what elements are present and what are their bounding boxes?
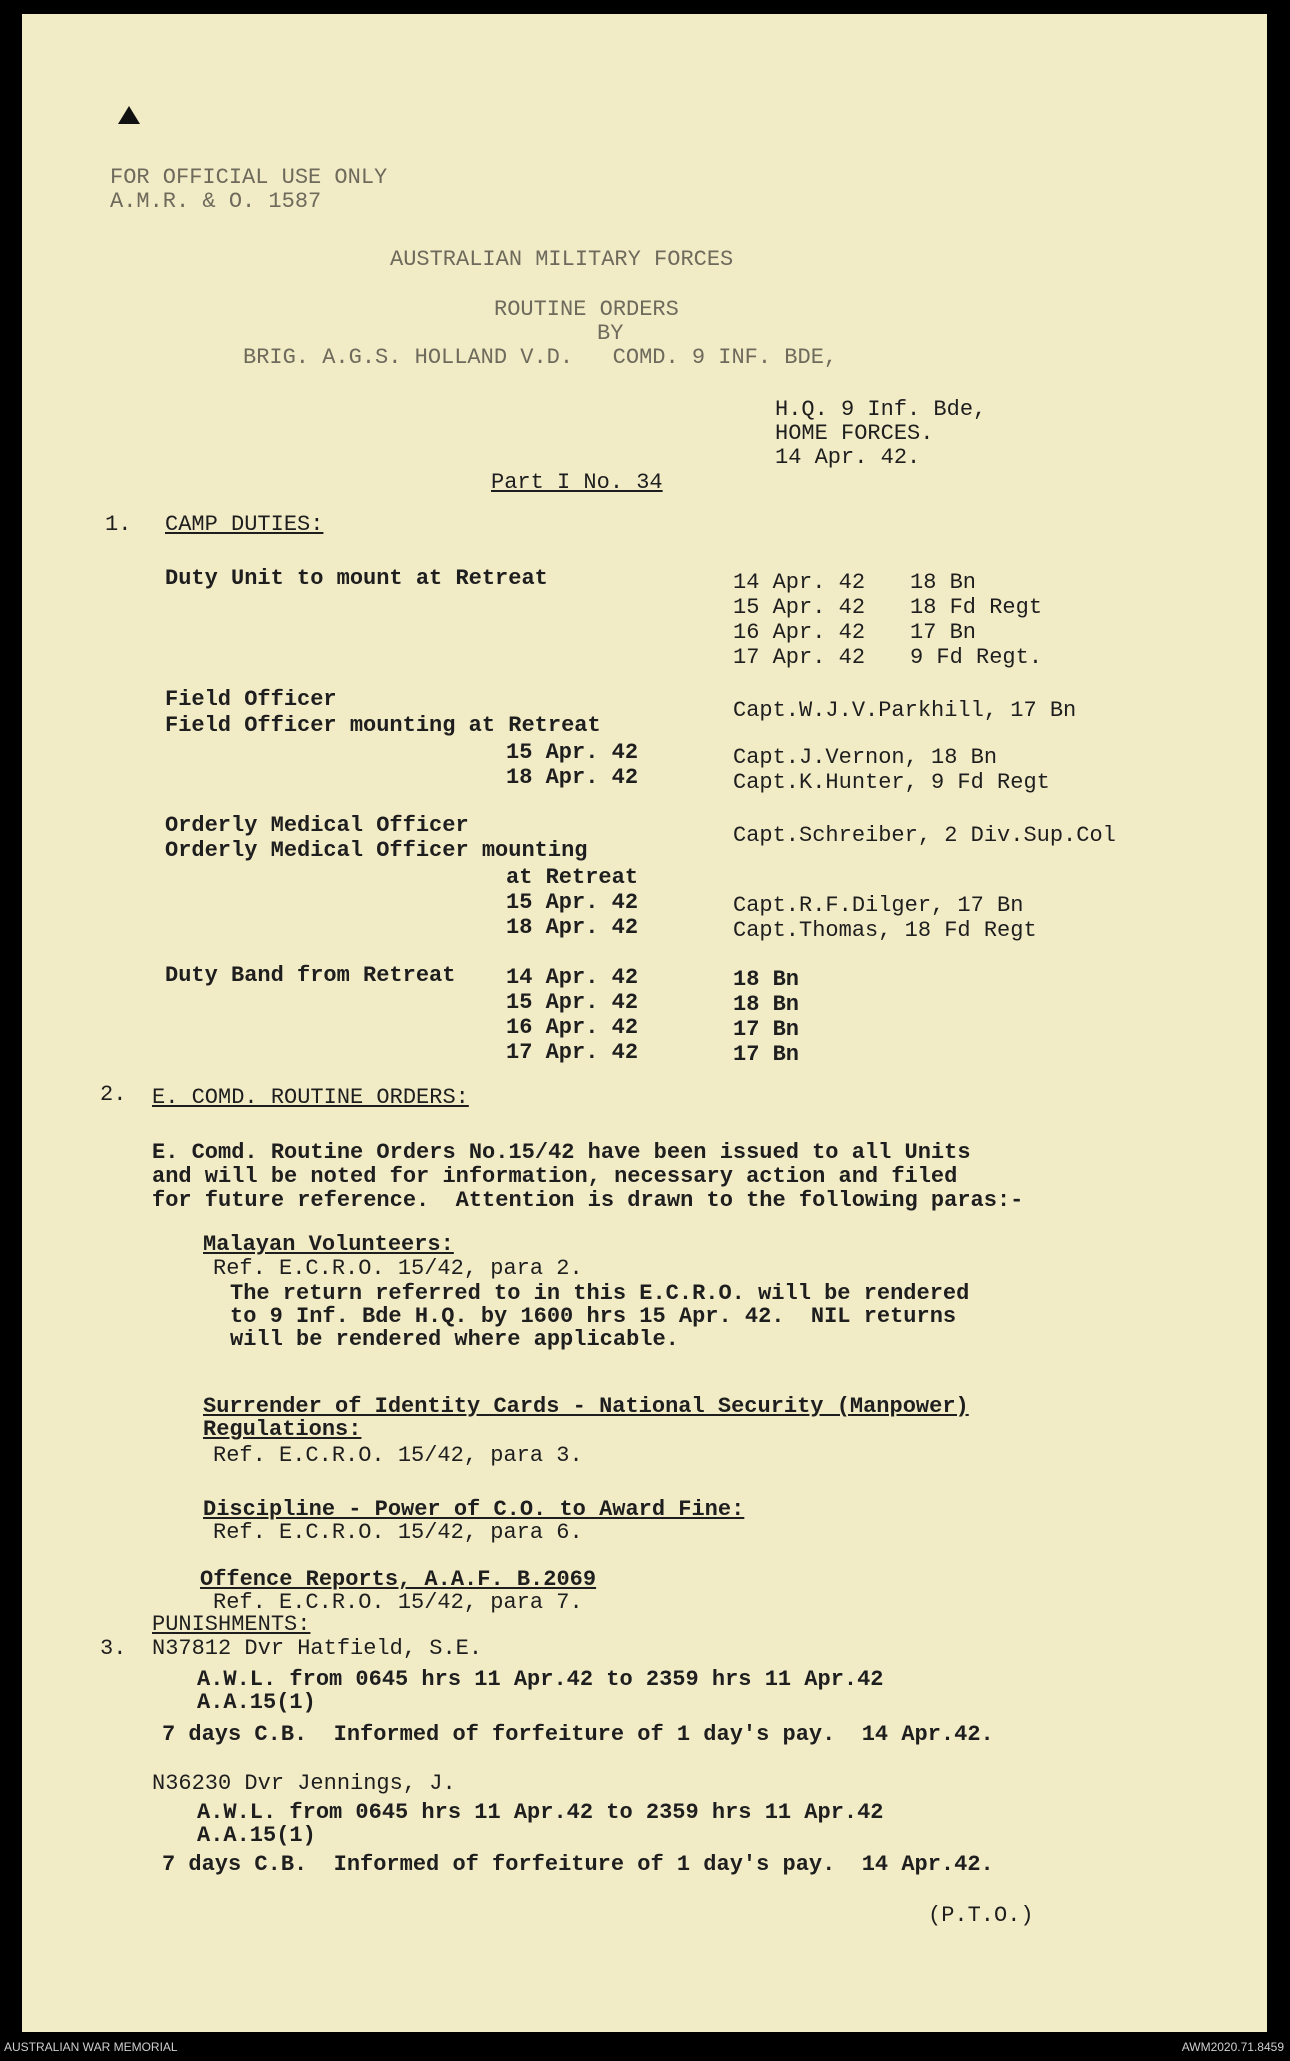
item-body: to 9 Inf. Bde H.Q. by 1600 hrs 15 Apr. 42. NIL returns bbox=[230, 1304, 957, 1329]
duty-date: 17 Apr. 42 bbox=[733, 645, 866, 670]
duty-unit-label: Duty Unit to mount at Retreat bbox=[165, 566, 548, 591]
omo-mounting-label: Orderly Medical Officer mounting bbox=[165, 838, 588, 863]
amr-reference: A.M.R. & O. 1587 bbox=[110, 189, 322, 214]
field-officer-mounting-label: Field Officer mounting at Retreat bbox=[165, 713, 601, 738]
section-title: E. COMD. ROUTINE ORDERS: bbox=[152, 1085, 469, 1110]
footer-accession-number: AWM2020.71.8459 bbox=[1181, 2040, 1284, 2054]
intro-line: E. Comd. Routine Orders No.15/42 have been issued to all Units bbox=[152, 1140, 971, 1165]
section-title: PUNISHMENTS: bbox=[152, 1612, 311, 1637]
fo-mounting-date: 15 Apr. 42 bbox=[506, 740, 639, 765]
intro-line: for future reference. Attention is drawn to the following paras:- bbox=[152, 1188, 1024, 1213]
punishment-offence: A.W.L. from 0645 hrs 11 Apr.42 to 2359 hrs 11 Apr.42 bbox=[197, 1667, 884, 1692]
section-number: 1. bbox=[105, 512, 132, 537]
omo-mounting-name: Capt.R.F.Dilger, 17 Bn bbox=[733, 893, 1024, 918]
by-line: BY bbox=[597, 321, 624, 346]
section-number: 3. bbox=[100, 1636, 127, 1661]
fo-mounting-name: Capt.J.Vernon, 18 Bn bbox=[733, 745, 998, 770]
punishment-award: 7 days C.B. Informed of forfeiture of 1 day's pay. 14 Apr.42. bbox=[162, 1852, 994, 1877]
item-body: The return referred to in this E.C.R.O. will be rendered bbox=[230, 1281, 970, 1306]
duty-band-label: Duty Band from Retreat bbox=[165, 963, 456, 988]
punishment-offence: A.W.L. from 0645 hrs 11 Apr.42 to 2359 hrs 11 Apr.42 bbox=[197, 1800, 884, 1825]
punishment-section: A.A.15(1) bbox=[197, 1690, 316, 1715]
duty-unit: 9 Fd Regt. bbox=[910, 645, 1043, 670]
address-line: 14 Apr. 42. bbox=[775, 445, 921, 470]
item-ref: Ref. E.C.R.O. 15/42, para 2. bbox=[213, 1256, 583, 1281]
punishment-soldier: N37812 Dvr Hatfield, S.E. bbox=[152, 1636, 483, 1661]
duty-unit: 18 Fd Regt bbox=[910, 595, 1043, 620]
classification: FOR OFFICIAL USE ONLY bbox=[110, 165, 388, 190]
item-title: Malayan Volunteers: bbox=[203, 1232, 454, 1257]
band-unit: 18 Bn bbox=[733, 967, 800, 992]
band-date: 15 Apr. 42 bbox=[506, 990, 639, 1015]
item-body: will be rendered where applicable. bbox=[230, 1327, 679, 1352]
punishment-award: 7 days C.B. Informed of forfeiture of 1 day's pay. 14 Apr.42. bbox=[162, 1722, 994, 1747]
section-number: 2. bbox=[100, 1082, 127, 1107]
omo-value: Capt.Schreiber, 2 Div.Sup.Col bbox=[733, 823, 1116, 848]
document-title: AUSTRALIAN MILITARY FORCES bbox=[390, 247, 734, 272]
issuer: BRIG. A.G.S. HOLLAND V.D. COMD. 9 INF. BDE, bbox=[243, 345, 838, 370]
duty-unit: 18 Bn bbox=[910, 570, 977, 595]
punch-hole-mark bbox=[118, 106, 140, 124]
item-ref: Ref. E.C.R.O. 15/42, para 7. bbox=[213, 1590, 583, 1615]
duty-date: 14 Apr. 42 bbox=[733, 570, 866, 595]
band-date: 14 Apr. 42 bbox=[506, 965, 639, 990]
item-title: Regulations: bbox=[203, 1417, 362, 1442]
field-officer-value: Capt.W.J.V.Parkhill, 17 Bn bbox=[733, 698, 1077, 723]
punishment-section: A.A.15(1) bbox=[197, 1823, 316, 1848]
section-title: CAMP DUTIES: bbox=[165, 512, 324, 537]
item-title: Surrender of Identity Cards - National Security (Manpower) bbox=[203, 1394, 969, 1419]
omo-label: Orderly Medical Officer bbox=[165, 813, 469, 838]
band-unit: 17 Bn bbox=[733, 1042, 800, 1067]
item-title: Discipline - Power of C.O. to Award Fine: bbox=[203, 1497, 745, 1522]
band-unit: 18 Bn bbox=[733, 992, 800, 1017]
part-number: Part I No. 34 bbox=[491, 470, 663, 495]
pto-note: (P.T.O.) bbox=[928, 1903, 1034, 1928]
intro-line: and will be noted for information, necessary action and filed bbox=[152, 1164, 958, 1189]
omo-mounting-name: Capt.Thomas, 18 Fd Regt bbox=[733, 918, 1037, 943]
item-title: Offence Reports, A.A.F. B.2069 bbox=[200, 1567, 597, 1592]
fo-mounting-date: 18 Apr. 42 bbox=[506, 765, 639, 790]
duty-date: 15 Apr. 42 bbox=[733, 595, 866, 620]
band-date: 17 Apr. 42 bbox=[506, 1040, 639, 1065]
omo-mounting-date: 18 Apr. 42 bbox=[506, 915, 639, 940]
item-ref: Ref. E.C.R.O. 15/42, para 6. bbox=[213, 1520, 583, 1545]
duty-date: 16 Apr. 42 bbox=[733, 620, 866, 645]
address-line: HOME FORCES. bbox=[775, 421, 934, 446]
omo-mounting-date: 15 Apr. 42 bbox=[506, 890, 639, 915]
footer-institution: AUSTRALIAN WAR MEMORIAL bbox=[4, 2040, 178, 2054]
field-officer-label: Field Officer bbox=[165, 687, 337, 712]
duty-unit: 17 Bn bbox=[910, 620, 977, 645]
fo-mounting-name: Capt.K.Hunter, 9 Fd Regt bbox=[733, 770, 1050, 795]
document-subtitle: ROUTINE ORDERS bbox=[494, 297, 679, 322]
address-line: H.Q. 9 Inf. Bde, bbox=[775, 397, 987, 422]
band-date: 16 Apr. 42 bbox=[506, 1015, 639, 1040]
band-unit: 17 Bn bbox=[733, 1017, 800, 1042]
item-ref: Ref. E.C.R.O. 15/42, para 3. bbox=[213, 1443, 583, 1468]
punishment-soldier: N36230 Dvr Jennings, J. bbox=[152, 1771, 456, 1796]
omo-mounting-label: at Retreat bbox=[506, 865, 639, 890]
